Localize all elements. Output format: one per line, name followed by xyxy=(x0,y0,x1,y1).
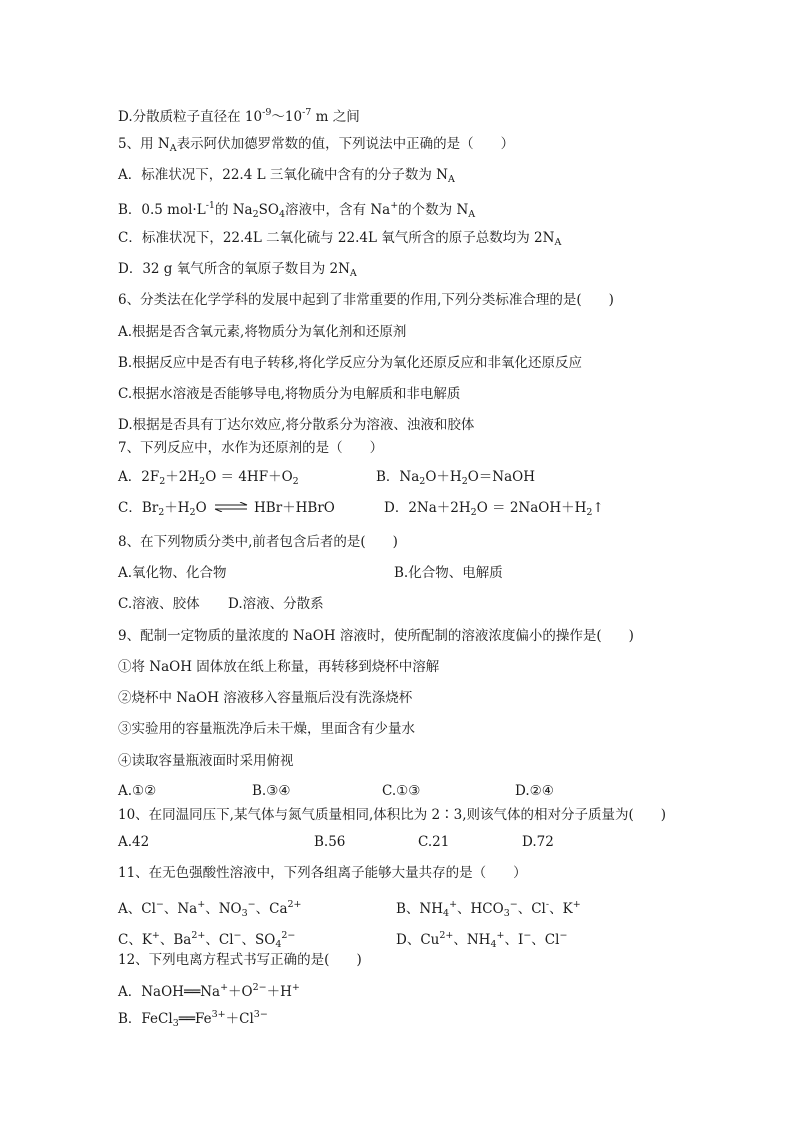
q7-option-d xyxy=(384,499,604,522)
superscript: + xyxy=(449,899,458,910)
q9-option-c: C.①③ xyxy=(382,783,421,799)
text: C、K xyxy=(118,932,152,948)
text: B．FeCl xyxy=(118,1011,173,1027)
superscript: - xyxy=(545,899,550,910)
superscript: + xyxy=(390,200,399,211)
text: 、Ba xyxy=(159,932,192,948)
text: ～10 xyxy=(271,109,303,125)
q9-option-a: A.①② xyxy=(118,783,157,799)
text: C．标准状况下，22.4L 二氧化硫与 22.4L 氧气所含的原子总数均为 2N xyxy=(118,230,555,246)
superscript: 2+ xyxy=(287,899,302,910)
superscript: -7 xyxy=(302,107,312,118)
q6-option-b xyxy=(118,354,582,372)
q8-option-a: A.氧化物、化合物 xyxy=(118,565,227,581)
q9-item-1 xyxy=(118,658,439,676)
subscript: 2 xyxy=(199,476,206,487)
q5-option-b xyxy=(118,197,475,224)
q11-option-c xyxy=(118,927,295,954)
q5-option-d xyxy=(118,260,357,283)
q11-option-a xyxy=(118,896,302,923)
text: A．2F xyxy=(118,469,160,485)
superscript: -1 xyxy=(205,200,215,211)
subscript: 4 xyxy=(278,209,286,220)
text: 5、用 N xyxy=(118,136,170,152)
text: ＋H xyxy=(164,500,190,516)
subscript: A xyxy=(468,209,476,220)
text: C．Br xyxy=(118,500,159,516)
q10-option-d: D.72 xyxy=(522,834,554,850)
text: 、SO xyxy=(241,932,276,948)
text: ↑ xyxy=(592,500,604,516)
reversible-arrow-icon xyxy=(214,502,248,512)
question-9 xyxy=(118,627,634,645)
subscript: 4 xyxy=(443,908,450,919)
text: 、K xyxy=(549,901,573,917)
text: HBr＋HBrO xyxy=(254,500,335,516)
text: 、NO xyxy=(205,901,242,917)
question-6 xyxy=(118,291,614,309)
text: 7、下列反应中，水作为还原剂的是（ ） xyxy=(118,440,384,456)
text: O ＝ 4HF＋O xyxy=(205,469,293,485)
text: 、Na xyxy=(163,901,198,917)
subscript: 2 xyxy=(159,476,166,487)
q8-option-c: C.溶液、胶体 xyxy=(118,596,200,612)
subscript: 2 xyxy=(461,476,468,487)
question-7 xyxy=(118,439,383,457)
q7-option-c xyxy=(118,499,207,522)
text: 、Cl xyxy=(517,901,546,917)
text: A、Cl xyxy=(118,901,156,917)
text: D．2Na＋2H xyxy=(384,500,471,516)
subscript: 3 xyxy=(241,908,248,919)
superscript: − xyxy=(233,930,242,941)
superscript: − xyxy=(523,930,532,941)
q7-option-b xyxy=(376,468,535,491)
subscript: 3 xyxy=(172,1018,179,1029)
q7-option-a xyxy=(118,468,299,491)
text: ③实验用的容量瓶洗净后未干燥，里面含有少量水 xyxy=(118,721,415,737)
q5-option-a xyxy=(118,166,455,189)
q9-item-4 xyxy=(118,752,294,770)
q6-option-c xyxy=(118,385,460,403)
subscript: 2 xyxy=(470,507,477,518)
q4-option-d xyxy=(118,104,360,126)
q6-option-d xyxy=(118,416,474,434)
text: 溶液中，含有 Na xyxy=(285,202,391,218)
text: 表示阿伏加德罗常数的值，下列说法中正确的是（ ） xyxy=(176,136,515,152)
subscript: 2 xyxy=(292,476,299,487)
text: O＝NaOH xyxy=(467,469,536,485)
text: 8、在下列物质分类中,前者包含后者的是( ) xyxy=(118,534,398,550)
q9-option-d: D.②④ xyxy=(515,783,554,799)
text: B.根据反应中是否有电子转移,将化学反应分为氧化还原反应和非氧化还原反应 xyxy=(118,355,583,371)
superscript: 3− xyxy=(253,1009,268,1020)
text: B．0.5 mol·L xyxy=(118,202,206,218)
text: 12、下列电离方程式书写正确的是( ) xyxy=(118,952,362,968)
subscript: A xyxy=(554,237,562,248)
superscript: + xyxy=(151,930,160,941)
superscript: + xyxy=(572,899,581,910)
text: 、Ca xyxy=(255,901,288,917)
subscript: 4 xyxy=(275,939,282,950)
question-5 xyxy=(118,135,514,158)
subscript: 3 xyxy=(503,908,510,919)
q7-option-c-products xyxy=(254,499,335,517)
question-10 xyxy=(118,806,666,824)
superscript: + xyxy=(220,982,229,993)
q5-option-c xyxy=(118,229,561,252)
superscript: − xyxy=(155,899,164,910)
q6-option-a xyxy=(118,323,406,341)
subscript: 4 xyxy=(490,939,497,950)
q8-option-b: B.化合物、电解质 xyxy=(394,565,503,581)
text: ＋Cl xyxy=(225,1011,254,1027)
superscript: + xyxy=(197,899,206,910)
text: 、Cl xyxy=(205,932,234,948)
text: SO xyxy=(258,202,279,218)
subscript: 2 xyxy=(252,209,259,220)
text: O xyxy=(195,500,207,516)
subscript: 2 xyxy=(158,507,165,518)
question-8 xyxy=(118,533,398,551)
text: 的个数为 N xyxy=(398,202,469,218)
subscript: 2 xyxy=(586,507,593,518)
text: ＋H xyxy=(266,984,292,1000)
q9-item-2 xyxy=(118,689,412,707)
subscript: A xyxy=(169,143,177,154)
text: 、NH xyxy=(453,932,491,948)
text: 、I xyxy=(504,932,524,948)
question-12 xyxy=(118,951,362,969)
q11-option-b xyxy=(396,896,581,923)
q8-option-d: D.溶液、分散系 xyxy=(228,596,324,612)
text: D、Cu xyxy=(396,932,440,948)
q10-option-a: A.42 xyxy=(118,834,150,850)
text: ①将 NaOH 固体放在纸上称量，再转移到烧杯中溶解 xyxy=(118,659,440,675)
text: ＋2H xyxy=(165,469,200,485)
question-11 xyxy=(118,864,527,882)
superscript: + xyxy=(496,930,505,941)
text: B．Na xyxy=(376,469,420,485)
superscript: 2+ xyxy=(191,930,206,941)
subscript: 2 xyxy=(419,476,426,487)
text: ══Fe xyxy=(178,1011,212,1027)
text: ④读取容量瓶液面时采用俯视 xyxy=(118,753,294,769)
text: 11、在无色强酸性溶液中，下列各组离子能够大量共存的是（ ） xyxy=(118,865,527,881)
text: 、HCO xyxy=(457,901,504,917)
text: D.分散质粒子直径在 10 xyxy=(118,109,263,125)
superscript: 2+ xyxy=(439,930,454,941)
text: ②烧杯中 NaOH 溶液移入容量瓶后没有洗涤烧杯 xyxy=(118,690,413,706)
superscript: 3+ xyxy=(211,1009,226,1020)
text: ＋O xyxy=(228,984,253,1000)
q12-option-b xyxy=(118,1006,268,1033)
subscript: A xyxy=(349,268,357,279)
text: 10、在同温同压下,某气体与氮气质量相同,体积比为 2∶3,则该气体的相对分子质量为( ) xyxy=(118,807,667,823)
q11-option-d xyxy=(396,927,567,954)
superscript: 2− xyxy=(281,930,296,941)
superscript: − xyxy=(559,930,568,941)
q12-option-a xyxy=(118,979,300,1001)
q10-option-c: C.21 xyxy=(418,834,450,850)
text: C.根据水溶液是否能够导电,将物质分为电解质和非电解质 xyxy=(118,386,461,402)
text: A．NaOH══Na xyxy=(118,984,221,1000)
text: B、NH xyxy=(396,901,444,917)
text: 6、分类法在化学学科的发展中起到了非常重要的作用,下列分类标准合理的是( ) xyxy=(118,292,614,308)
subscript: A xyxy=(447,174,455,185)
superscript: -9 xyxy=(262,107,272,118)
text: 的 Na xyxy=(214,202,253,218)
text: m 之间 xyxy=(311,109,360,125)
superscript: + xyxy=(291,982,300,993)
text: A．标准状况下，22.4 L 三氧化硫中含有的分子数为 N xyxy=(118,167,448,183)
text: O＋H xyxy=(425,469,462,485)
superscript: − xyxy=(247,899,256,910)
q10-option-b: B.56 xyxy=(314,834,346,850)
q9-option-b: B.③④ xyxy=(252,783,291,799)
text: D.根据是否具有丁达尔效应,将分散系分为溶液、浊液和胶体 xyxy=(118,417,475,433)
q9-item-3 xyxy=(118,720,415,738)
superscript: − xyxy=(509,899,518,910)
text: 、Cl xyxy=(531,932,560,948)
text: D．32 g 氧气所含的氧原子数目为 2N xyxy=(118,261,350,277)
text: A.根据是否含氧元素,将物质分为氧化剂和还原剂 xyxy=(118,324,407,340)
text: 9、配制一定物质的量浓度的 NaOH 溶液时，使所配制的溶液浓度偏小的操作是( ) xyxy=(118,628,634,644)
text: O ＝ 2NaOH＋H xyxy=(476,500,587,516)
subscript: 2 xyxy=(189,507,196,518)
superscript: 2− xyxy=(252,982,267,993)
